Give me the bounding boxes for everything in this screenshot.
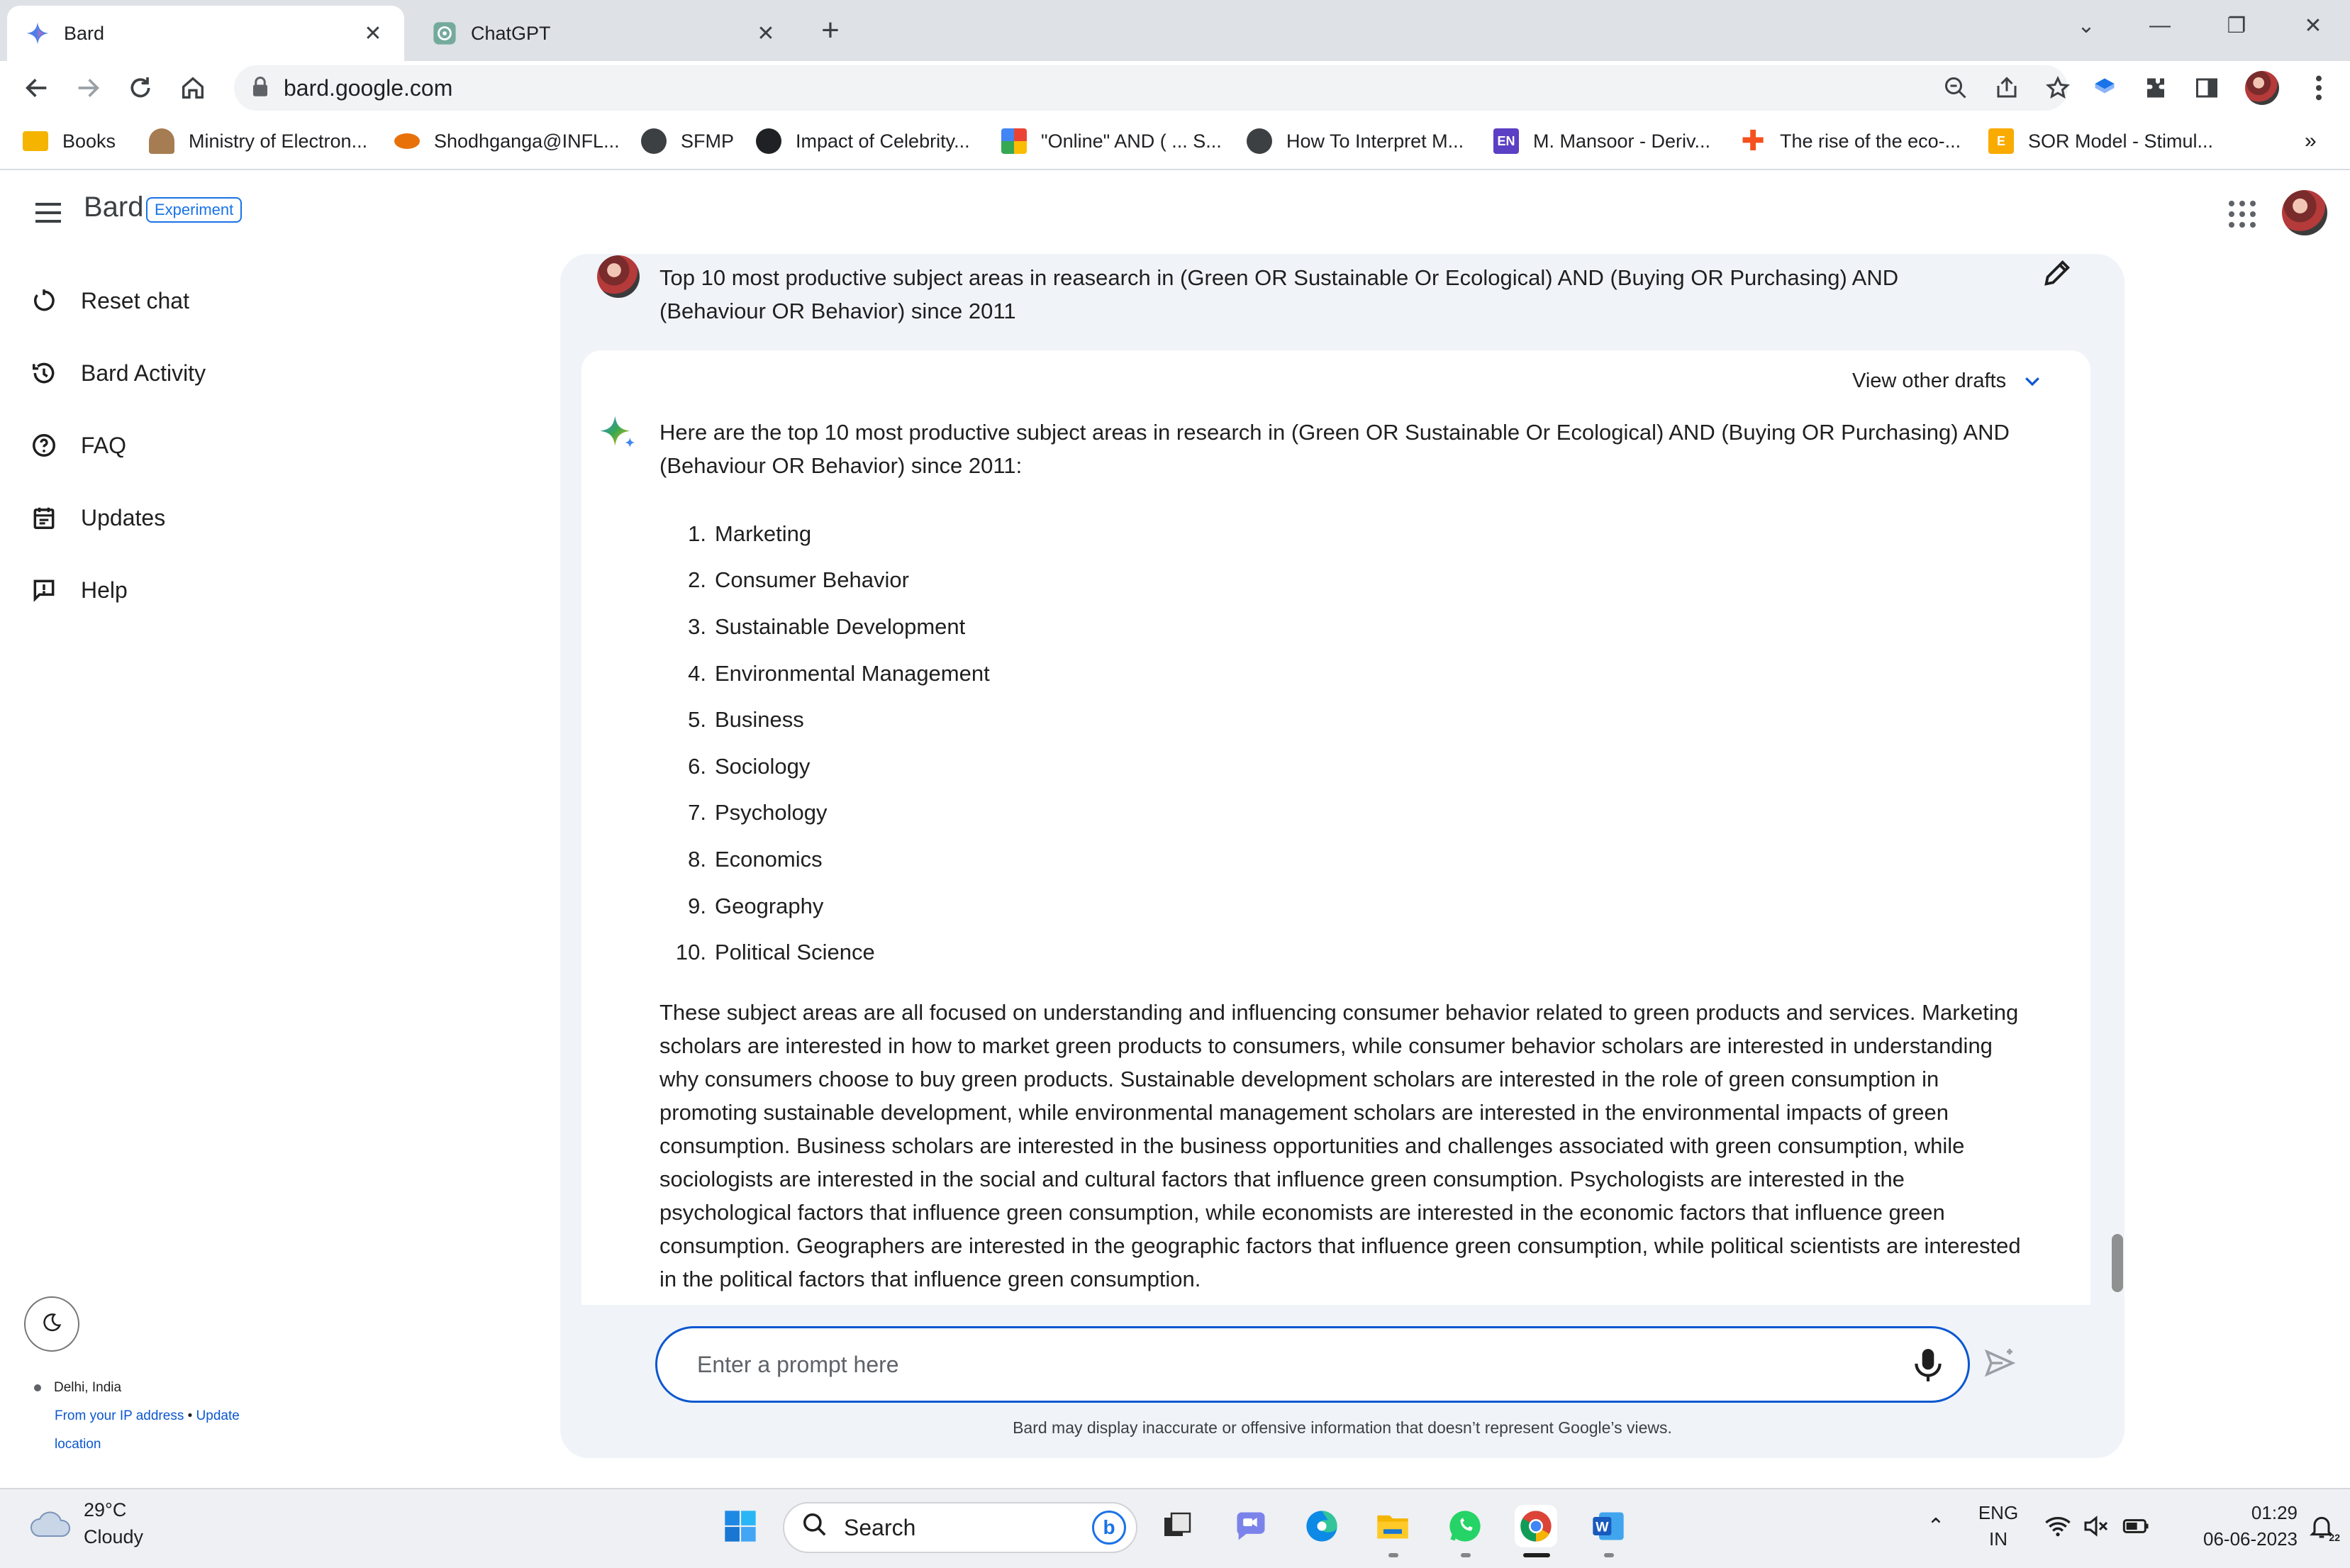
word-icon[interactable] bbox=[1587, 1505, 1630, 1547]
language-indicator[interactable]: ENG IN bbox=[1978, 1502, 2019, 1550]
bookmark-star-icon[interactable] bbox=[2039, 69, 2076, 106]
location-dot-icon bbox=[34, 1384, 41, 1391]
chrome-taskbar-icon[interactable] bbox=[1515, 1505, 1557, 1547]
windows-start-icon[interactable] bbox=[719, 1505, 762, 1547]
sidebar-item-updates[interactable] bbox=[28, 496, 165, 539]
bookmark-impact-celebrity[interactable]: Impact of Celebrity... bbox=[756, 123, 970, 159]
update-location-link[interactable]: Update bbox=[196, 1408, 240, 1423]
close-tab-icon[interactable]: ✕ bbox=[364, 21, 382, 45]
restore-icon[interactable]: ❐ bbox=[2227, 13, 2246, 38]
share-icon[interactable] bbox=[1988, 69, 2025, 106]
clock-date: 06-06-2023 bbox=[2203, 1528, 2298, 1550]
whatsapp-icon[interactable] bbox=[1444, 1505, 1486, 1547]
tab-title: Bard bbox=[64, 22, 105, 44]
running-indicator bbox=[1604, 1553, 1614, 1557]
list-item: 7. Psychology bbox=[688, 800, 828, 825]
tab-search-chevron-icon[interactable]: ⌄ bbox=[2077, 13, 2095, 38]
weather-condition: Cloudy bbox=[84, 1526, 144, 1547]
taskbar-search[interactable]: Search b bbox=[783, 1502, 1137, 1553]
wifi-icon[interactable] bbox=[2037, 1505, 2079, 1547]
bard-sparkle-icon bbox=[24, 20, 51, 47]
sidebar-item-label: Bard Activity bbox=[81, 360, 206, 386]
update-location-link-2[interactable]: location bbox=[55, 1437, 101, 1452]
sidebar-item-label: Updates bbox=[81, 504, 166, 530]
list-item: 8. Economics bbox=[688, 846, 823, 872]
sidebar-item-label: FAQ bbox=[81, 432, 127, 458]
user-avatar bbox=[597, 255, 640, 298]
location-source: From your IP address • Update bbox=[55, 1408, 240, 1423]
extension-shield-icon[interactable] bbox=[2085, 68, 2125, 108]
tab-bard[interactable] bbox=[7, 6, 404, 61]
colorful-icon bbox=[1001, 128, 1027, 154]
tray-overflow-chevron-icon[interactable]: ⌃ bbox=[1927, 1514, 1945, 1538]
clock[interactable] bbox=[2173, 1502, 2298, 1550]
list-item: 6. Sociology bbox=[688, 753, 811, 779]
bookmark-books[interactable]: Books bbox=[23, 123, 116, 159]
minimize-icon[interactable]: — bbox=[2149, 13, 2171, 37]
bookmark-sfmp[interactable]: SFMP bbox=[641, 123, 734, 159]
tab-title: ChatGPT bbox=[471, 22, 551, 44]
bookmark-shodhganga[interactable]: Shodhganga@INFL... bbox=[394, 123, 620, 159]
weather-temperature: 29°C bbox=[84, 1499, 127, 1520]
bookmark-ministry[interactable]: Ministry of Electron... bbox=[149, 123, 367, 159]
extensions-puzzle-icon[interactable] bbox=[2136, 68, 2176, 108]
list-item: 10. Political Science bbox=[675, 940, 875, 965]
bookmark-rise-of-eco[interactable]: ✚ The rise of the eco-... bbox=[1741, 126, 1961, 157]
address-bar[interactable] bbox=[234, 65, 2068, 111]
battery-icon[interactable] bbox=[2115, 1505, 2157, 1547]
list-item: 3. Sustainable Development bbox=[688, 613, 966, 639]
forward-icon[interactable] bbox=[68, 68, 108, 108]
active-indicator bbox=[1523, 1553, 1550, 1557]
bookmark-mansoor[interactable]: EN M. Mansoor - Deriv... bbox=[1493, 123, 1710, 159]
subject-list bbox=[659, 511, 1369, 976]
google-apps-icon[interactable] bbox=[2224, 196, 2258, 230]
emblem-icon bbox=[149, 128, 174, 154]
sidebar-item-label: Help bbox=[81, 577, 128, 603]
feedback-icon bbox=[28, 574, 60, 606]
notification-bell-icon[interactable] bbox=[2300, 1505, 2343, 1547]
sidebar-item-reset-chat[interactable] bbox=[28, 279, 189, 322]
experiment-badge: Experiment bbox=[146, 197, 242, 223]
sidebar-item-help[interactable] bbox=[28, 569, 128, 611]
home-icon[interactable] bbox=[173, 68, 213, 108]
chevron-down-icon bbox=[2022, 370, 2043, 391]
prompt-placeholder: Enter a prompt here bbox=[697, 1351, 899, 1377]
location-place: Delhi, India bbox=[34, 1380, 121, 1396]
bard-logo[interactable]: Bard bbox=[84, 191, 144, 223]
bookmark-online-search[interactable]: "Online" AND ( ... S... bbox=[1001, 123, 1222, 159]
sor-icon: E bbox=[1988, 128, 2014, 154]
bookmarks-bar bbox=[0, 115, 2350, 170]
folder-icon bbox=[23, 131, 48, 151]
globe-icon bbox=[1247, 128, 1272, 154]
browser-toolbar bbox=[0, 61, 2350, 115]
reload-icon[interactable] bbox=[121, 68, 160, 108]
svg-text:W: W bbox=[1596, 1519, 1609, 1535]
calendar-icon bbox=[28, 502, 60, 533]
list-item: 2. Consumer Behavior bbox=[688, 567, 909, 593]
sidebar-item-bard-activity[interactable] bbox=[28, 352, 206, 394]
microphone-icon[interactable] bbox=[1910, 1346, 1946, 1384]
edit-pencil-icon[interactable] bbox=[2041, 257, 2076, 292]
bookmark-how-to-interpret[interactable]: How To Interpret M... bbox=[1247, 123, 1464, 159]
view-other-drafts-button[interactable]: View other drafts bbox=[1852, 365, 2043, 397]
file-explorer-icon[interactable] bbox=[1371, 1505, 1414, 1547]
bard-header bbox=[0, 170, 2350, 254]
running-indicator bbox=[1388, 1553, 1398, 1557]
tab-chatgpt[interactable] bbox=[414, 6, 797, 61]
response-intro: Here are the top 10 most productive subject areas in research in (Green OR Sustainable Or Ecological) AND (Buying OR Purchasing) AND (Behaviour OR Behavior) since 2011: bbox=[659, 420, 2010, 478]
sidebar-item-label: Reset chat bbox=[81, 287, 189, 313]
prompt-input[interactable] bbox=[655, 1326, 1970, 1403]
bing-icon: b bbox=[1092, 1511, 1126, 1545]
lock-icon bbox=[251, 76, 269, 101]
more-bookmarks-chevron[interactable]: » bbox=[2305, 129, 2317, 152]
task-view-icon[interactable] bbox=[1156, 1505, 1198, 1547]
bookmark-sor-model[interactable]: E SOR Model - Stimul... bbox=[1988, 123, 2213, 159]
sidebar-item-faq[interactable] bbox=[28, 424, 126, 467]
reset-icon bbox=[28, 285, 60, 316]
moon-icon bbox=[41, 1312, 62, 1337]
account-avatar[interactable] bbox=[2282, 190, 2327, 235]
globe-dark-icon bbox=[756, 128, 781, 154]
notification-count: 22 bbox=[2329, 1532, 2340, 1543]
disclaimer-text: Bard may display inaccurate or offensive information that doesn’t represent Google’s views. bbox=[1013, 1418, 1672, 1437]
shodhganga-icon bbox=[394, 133, 420, 149]
history-icon bbox=[28, 357, 60, 389]
edge-browser-icon[interactable] bbox=[1301, 1505, 1343, 1547]
search-icon bbox=[801, 1511, 828, 1544]
zoom-icon[interactable] bbox=[1937, 69, 1974, 106]
profile-avatar[interactable] bbox=[2245, 71, 2279, 105]
plus-cross-icon: ✚ bbox=[1741, 126, 1765, 157]
bard-sparkle-icon bbox=[598, 413, 638, 452]
list-item: 5. Business bbox=[688, 707, 804, 733]
chatgpt-icon bbox=[431, 20, 458, 47]
url-text: bard.google.com bbox=[284, 74, 453, 101]
back-icon[interactable] bbox=[17, 68, 57, 108]
scrollbar-thumb[interactable] bbox=[2112, 1234, 2123, 1292]
en-icon: EN bbox=[1493, 128, 1519, 154]
menu-icon[interactable] bbox=[31, 196, 65, 230]
cloud-weather-icon[interactable] bbox=[28, 1508, 75, 1540]
teams-chat-icon[interactable] bbox=[1230, 1505, 1272, 1547]
send-icon[interactable] bbox=[1983, 1346, 2020, 1383]
help-circle-icon bbox=[28, 430, 60, 461]
list-item: 1. Marketing bbox=[688, 521, 812, 546]
close-tab-icon[interactable]: ✕ bbox=[757, 21, 775, 45]
user-query: Top 10 most productive subject areas in reasearch in (Green OR Sustainable Or Ecological) AND (Buying OR Purchasing) AND (Behaviour OR Behavior) since 2011 bbox=[659, 265, 1899, 323]
tab-strip bbox=[0, 0, 2350, 61]
side-panel-icon[interactable] bbox=[2187, 68, 2227, 108]
response-paragraph: These subject areas are all focused on understanding and influencing consumer behavior related to green products and services. Marketing scholars are interested in how to market green products to consumers, while consumer behavior scholars are interested in understanding why consumers choose to buy green products. Sustainable development scholars are interested in the role of green consumption in promoting sustainable development, while environmental management scholars are interested in the environmental impacts of green consumption. Business scholars are interested in the business opportunities and challenges associated with green consumption, while sociologists are interested in the social and cultural factors that influence green consumption. Psychologists are interested in the psychological factors that influence green consumption, while economists are interested in the economic factors that influence green consumption. Geographers are interested in the geographic factors that influence green consumption, while political scientists are interested in the political factors that influence green consumption. bbox=[659, 1000, 2021, 1291]
new-tab-button[interactable]: + bbox=[821, 13, 840, 48]
clock-time: 01:29 bbox=[2251, 1502, 2298, 1523]
list-item: 9. Geography bbox=[688, 893, 824, 918]
list-item: 4. Environmental Management bbox=[688, 660, 990, 686]
dark-theme-button[interactable] bbox=[24, 1296, 79, 1352]
window-close-icon[interactable]: ✕ bbox=[2304, 13, 2322, 38]
running-indicator bbox=[1461, 1553, 1471, 1557]
volume-muted-icon[interactable] bbox=[2075, 1505, 2117, 1547]
globe-icon bbox=[641, 128, 667, 154]
chrome-menu-icon[interactable] bbox=[2299, 68, 2339, 108]
